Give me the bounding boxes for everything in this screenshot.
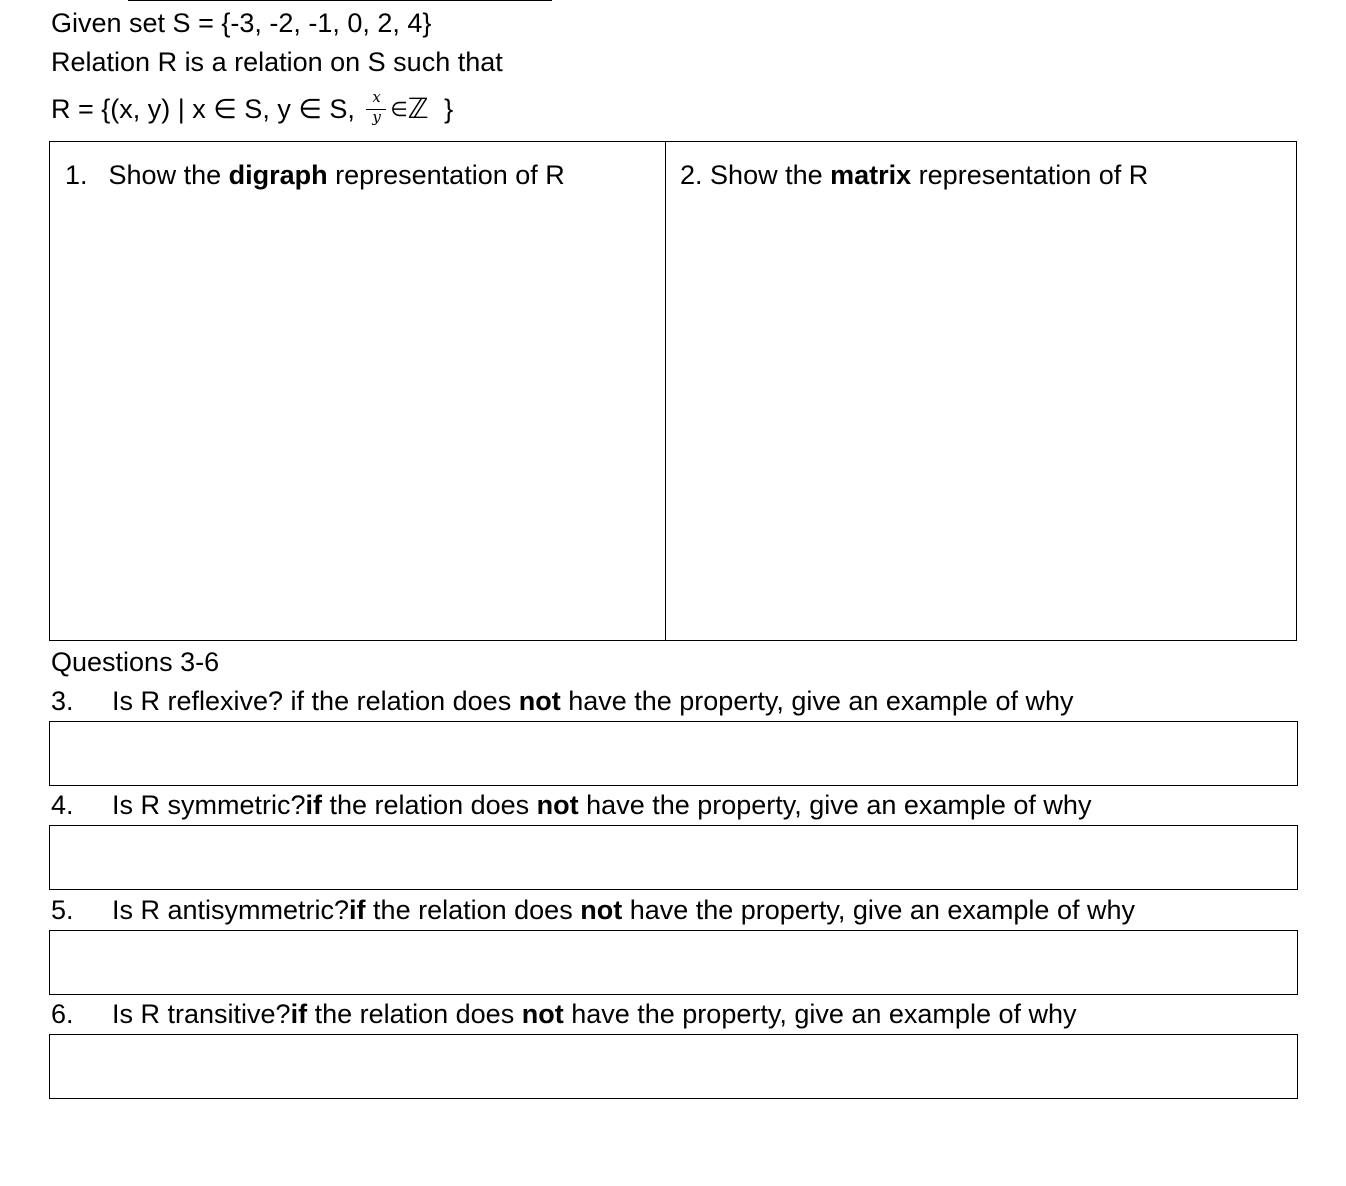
question-5-number: 5. xyxy=(51,895,74,925)
question-3-number: 3. xyxy=(51,686,74,716)
panel-divider xyxy=(665,141,666,641)
definition-prefix: R = {(x, y) | x ∈ S, y ∈ S, xyxy=(51,94,355,124)
question-3-answer-box[interactable] xyxy=(49,721,1298,786)
integers-symbol: ℤ xyxy=(407,92,429,125)
relation-line: Relation R is a relation on S such that xyxy=(51,47,503,77)
question-6-text: Is R transitive?if the relation does not have the property, give an example of why xyxy=(112,999,1077,1029)
matrix-answer-area[interactable] xyxy=(670,200,1294,638)
fraction-x-over-y xyxy=(366,90,390,130)
question-5-text: Is R antisymmetric?if the relation does not have the property, give an example of why xyxy=(112,895,1135,925)
panel-number: 1. xyxy=(65,160,88,190)
emphasis-digraph: digraph xyxy=(228,160,328,190)
element-of-symbol: ∈ xyxy=(390,99,408,121)
panel-number: 2. xyxy=(680,160,703,190)
panel-digraph-heading: 1. Show the digraph representation of R xyxy=(65,160,565,190)
question-4-text: Is R symmetric?if the relation does not have the property, give an example of why xyxy=(112,790,1092,820)
question-4-number: 4. xyxy=(51,790,74,820)
fraction-denominator: y xyxy=(372,108,381,126)
definition-suffix: } xyxy=(444,94,454,124)
question-4-answer-box[interactable] xyxy=(49,825,1298,890)
fraction-numerator: x xyxy=(372,88,381,106)
emphasis-matrix: matrix xyxy=(830,160,912,190)
question-3-text: Is R reflexive? if the relation does not have the property, give an example of why xyxy=(112,686,1074,716)
digraph-answer-area[interactable] xyxy=(66,200,662,638)
top-rule xyxy=(128,0,552,1)
questions-heading: Questions 3-6 xyxy=(51,647,220,677)
panel-matrix-heading: 2. Show the matrix representation of R xyxy=(680,160,1149,190)
relation-definition xyxy=(51,90,453,130)
given-set-line: Given set S = {-3, -2, -1, 0, 2, 4} xyxy=(51,8,432,38)
question-6-answer-box[interactable] xyxy=(49,1034,1298,1099)
question-6-number: 6. xyxy=(51,999,74,1029)
question-5-answer-box[interactable] xyxy=(49,930,1298,995)
